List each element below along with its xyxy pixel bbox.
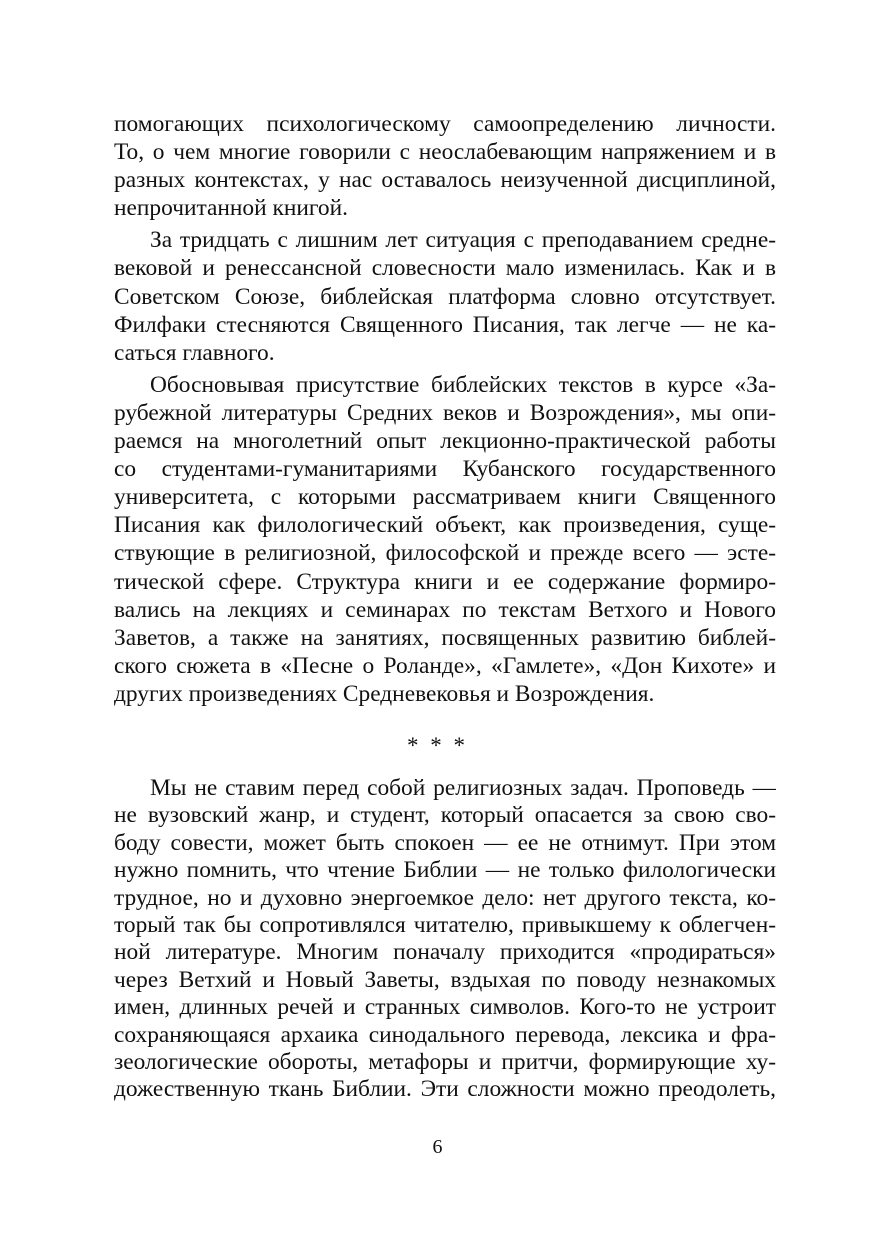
text-line: Обосновывая присутствие библейских текстов в курсе «За- (150, 371, 776, 398)
text-line: зеологические обороты, метафоры и притчи, формирующие ху- (114, 1048, 776, 1075)
text-line: торый так бы сопротивлялся читателю, привыкшему к облегчен- (114, 911, 776, 938)
text-line: боду совести, может быть спокоен — ее не отнимут. При этом (114, 829, 776, 856)
text-line: других произведениях Средневековья и Возрождения. (114, 680, 655, 707)
text-line: Советском Союзе, библейская платформа словно отсутствует. (114, 283, 776, 310)
text-line: ского сюжета в «Песне о Роланде», «Гамлете», «Дон Кихоте» и (114, 652, 776, 679)
text-line: со студентами-гуманитариями Кубанского государственного (114, 456, 776, 483)
text-line: дожественную ткань Библии. Эти сложности можно преодолеть, (114, 1076, 776, 1103)
text-line: непрочитанной книгой. (114, 195, 348, 222)
text-line: трудное, но и духовно энергоемкое дело: нет другого текста, ко- (114, 884, 776, 911)
text-block-bottom (114, 775, 776, 1104)
text-line: нужно помнить, что чтение Библии — не только филологически (114, 857, 776, 884)
text-line: ствующие в религиозной, философской и прежде всего — эсте- (114, 540, 776, 567)
text-line: За тридцать с лишним лет ситуация с преподаванием средне- (150, 227, 776, 254)
text-line: Филфаки стесняются Священного Писания, так легче — не ка- (114, 311, 776, 338)
text-line: через Ветхий и Новый Заветы, вздыхая по поводу незнакомых (114, 966, 776, 993)
text-line: раемся на многолетний опыт лекционно-практической работы (114, 428, 776, 455)
text-line: университета, с которыми рассматриваем книги Священного (114, 484, 776, 511)
text-line: саться главного. (114, 339, 275, 366)
text-line: имен, длинных речей и странных символов. Кого-то не устроит (114, 994, 776, 1021)
text-line: ной литературе. Многим поначалу приходится «продираться» (114, 939, 776, 966)
text-line: Мы не ставим перед собой религиозных задач. Проповедь — (150, 775, 776, 801)
text-line: Заветов, а также на занятиях, посвященных развитию библей- (114, 624, 776, 651)
page-number: 6 (432, 1136, 443, 1158)
text-line: тической сфере. Структура книги и ее содержание формиро- (114, 568, 776, 595)
text-line: помогающих психологическому самоопределению личности. (114, 111, 776, 137)
text-line: Писания как филологический объект, как произведения, суще- (114, 512, 776, 539)
text-line: рубежной литературы Средних веков и Возрождения», мы опи- (114, 399, 776, 426)
text-line: сохраняющаяся архаика синодального перевода, лексика и фра- (114, 1021, 776, 1048)
text-line: вековой и ренессансной словесности мало изменилась. Как и в (114, 255, 776, 282)
text-line: То, о чем многие говорили с неослабевающим напряжением и в (114, 139, 776, 166)
text-block-top (114, 110, 776, 708)
section-separator: * * * (407, 733, 468, 758)
text-line: вались на лекциях и семинарах по текстам Ветхого и Нового (114, 596, 776, 623)
text-line: не вузовский жанр, и студент, который опасается за свою сво- (114, 802, 776, 829)
text-line: разных контекстах, у нас оставалось неизученной дисциплиной, (114, 167, 776, 194)
